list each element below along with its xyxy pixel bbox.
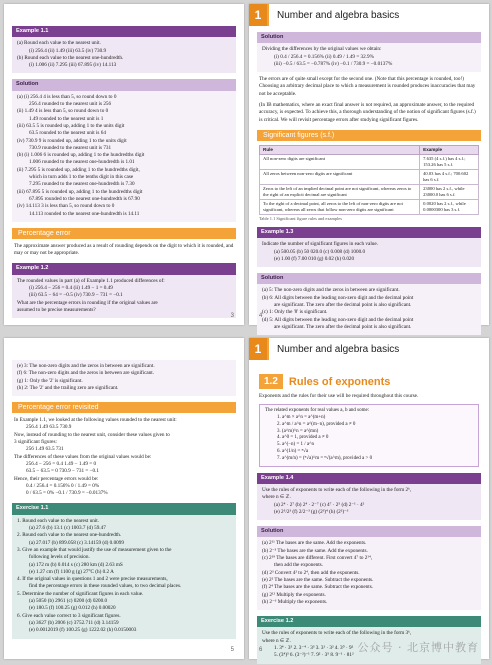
solution-line: (d) 2³ Convert 4² to 2⁴, then add the exponents. xyxy=(262,569,360,576)
solution-line: (f) 6: The non-zero digits and the zeros in between are significant. xyxy=(17,370,155,377)
example-line: assumed to be precise measurements? xyxy=(17,306,96,313)
example-1-3 xyxy=(257,227,481,267)
section-title: Percentage error revisited xyxy=(12,402,236,413)
solution-1-3 xyxy=(257,273,481,335)
exercise-line: 5. (3⁴)³ 6. (3⁻²)⁻¹ 7. 9² · 3⁵ 8. 9⁻¹ · 81² xyxy=(274,652,354,659)
exercise-line: find the percentage errors in these rounded values, to two decimal places. xyxy=(29,583,182,590)
section-number: 1.2 xyxy=(259,374,283,389)
section-title: Rules of exponents xyxy=(288,375,391,388)
example-line: (e) 2⁵/2³ (f) 2/2⁻³ (g) (2³)⁴ (h) (2²)⁻³ xyxy=(274,508,349,515)
chapter-header xyxy=(249,338,489,360)
exercise-line: where n ∈ ℤ. xyxy=(262,637,291,644)
page-number: 5 xyxy=(230,647,234,653)
table-cell: Zeros to the left of an implied decimal point are not significant, whereas zeros to the right of an explicit decimal are significant xyxy=(260,184,420,199)
solution-line: (e) 2² The bases are the same. Subtract the exponents. xyxy=(262,576,374,583)
section-heading xyxy=(259,374,479,389)
example-line: (a) 500.05 (b) 50 020.0 (c) 0.008 (d) 1000.0 xyxy=(274,248,366,255)
example-line: Use the rules of exponents to write each of the following in the form 2ᵏ, xyxy=(262,486,412,493)
sig-fig-table xyxy=(259,145,479,215)
page-number: 4 xyxy=(259,313,263,319)
solution-line: (g) 2¹² Multiply the exponents. xyxy=(262,591,326,598)
solution-line: 67.895 rounded to the nearest one-hundredth is 67.90 xyxy=(29,195,140,202)
solution-title: Solution xyxy=(257,32,481,43)
example-title: Example 1.3 xyxy=(257,227,481,238)
solution-line: Dividing the differences by the original values we obtain: xyxy=(262,46,382,53)
table-row xyxy=(260,184,479,199)
chapter-title: Number and algebra basics xyxy=(269,4,489,26)
rule-line: 3. (a^m)^n = a^(mn) xyxy=(277,428,319,434)
text-line: The differences of these values from the original values would be: xyxy=(14,453,152,460)
exercise-line: 2. Round each value to the nearest one-hundredth. xyxy=(17,532,122,539)
exercise-line: (a) 27.6 (b) 13.1 (c) 1003.7 (d) 59.47 xyxy=(29,525,106,532)
text-line: Hence, their percentage errors would be: xyxy=(14,475,99,482)
text-line: 63.5 − 63.5 = 0 730.9 − 731 = −0.1 xyxy=(26,468,99,475)
chapter-title: Number and algebra basics xyxy=(269,338,489,360)
solution-line: (iii) 67.895 5 is rounded up, adding 1 to the hundredths digit xyxy=(17,188,143,195)
section-title: Percentage error xyxy=(12,228,236,239)
table-cell: 7.635 (4 s.f.) has 4 s.f.; 153.26 has 5 s.f. xyxy=(420,154,479,169)
solution-line: then add the exponents. xyxy=(274,562,323,569)
example-title: Example 1.4 xyxy=(257,473,481,484)
page-4 xyxy=(249,4,489,330)
text-line: 0.4 / 256.4 = 0.156% 0 / 1.49 = 0% xyxy=(26,482,100,489)
text-line: 256.4 1.49 63.5 730.9 xyxy=(26,424,72,431)
section-title: Significant figures (s.f.) xyxy=(257,130,481,141)
exercise-line: (e) 0.0012019 (f) 100.25 (g) 1222.02 (h) 0.0150003 xyxy=(29,627,137,634)
table-row xyxy=(260,169,479,184)
table-cell: All zeros between non-zero digits are significant xyxy=(260,169,420,184)
exercise-line: (a) 5050 (b) 2961 (c) 0200 (d) 0200.0 xyxy=(29,598,108,605)
table-cell: 40.03 has 4 s.f.; 700.602 has 6 s.f. xyxy=(420,169,479,184)
exercise-line: 4. If the original values in questions 1 and 2 were precise measurements, xyxy=(17,576,168,583)
solution-line: (g) 1: Only the '2' is significant. xyxy=(17,377,83,384)
solution-line: (iv) 14.113 3 is less than 5, so round down to 0 xyxy=(17,203,115,210)
solution-line: (c) 2¹⁹ The bases are different. First convert 4⁷ to 2¹⁴, xyxy=(262,555,373,562)
text-line: 0 / 63.5 = 0% −0.1 / 730.9 = −0.0137% xyxy=(26,490,108,497)
solution-line: (c) 1: Only the '8' is significant. xyxy=(262,309,328,316)
intro-text: Exponents and the rules for their use will be required throughout this course. xyxy=(259,393,419,399)
page-6 xyxy=(249,338,489,659)
exercise-line: (e) 180.5 (f) 100.25 (g) 0.012 (h) 0.00020 xyxy=(29,605,116,612)
exercise-line: (a) 172 m (b) 0.014 s (c) 280 km (d) 2.63 mS xyxy=(29,561,123,568)
exponent-rules-box xyxy=(259,404,479,466)
solution-line: 1.006 rounded to the nearest one-hundredth is 1.01 xyxy=(29,159,135,166)
solution-line: (iii) −0.5 / 63.5 = −0.787% (iv) −0.1 / 730.9 = −0.0137% xyxy=(274,60,393,67)
solution-1-1 xyxy=(12,79,236,221)
text-line: In Example 1.1, we looked at the following values rounded to the nearest unit: xyxy=(14,417,177,424)
example-title: Example 1.1 xyxy=(12,26,236,37)
solution-line: (a) 5: The non-zero digits and the zeros in between are significant. xyxy=(262,287,400,294)
solution-line: (ii) 1.49 4 is less than 5, so round down to 0 xyxy=(17,108,109,115)
table-caption: Table 1.1 Significant figure rules and examples xyxy=(259,215,342,221)
rule-line: 1. a^m × a^n = a^(m+n) xyxy=(277,415,326,421)
solution-continued xyxy=(12,360,236,396)
paragraph xyxy=(14,417,234,497)
solution-title: Solution xyxy=(257,273,481,284)
chapter-header xyxy=(249,4,489,26)
solution-line: are significant. The zero after the decimal point is also significant. xyxy=(274,302,412,309)
solution-line: (i) 0.4 / 256.4 = 0.156% (ii) 0.49 / 1.49 = 32.9% xyxy=(274,53,374,60)
exercise-line: following levels of precision. xyxy=(29,554,90,561)
paragraph: (In IB mathematics, where an exact final answer is not required, an approximate answer, to the required accuracy, is expected. To achieve this, a thorough understanding of the notion of significant figures (s.f.) is critical. We will revisit percentage errors after studying significant figures. xyxy=(259,102,476,123)
exercise-line: Use the rules of exponents to write each of the following in the form 3ᵏ, xyxy=(262,630,412,637)
rule-line: 6. a^(1/n) = ⁿ√a xyxy=(277,449,309,455)
solution-line: 256.4 rounded to the nearest unit is 256 xyxy=(29,101,112,108)
example-line: where n ∈ ℤ. xyxy=(262,494,291,501)
exercise-line: (a) 27.017 (b) 899.058 (c) 3.14159 (d) 0.0099 xyxy=(29,539,124,546)
text-line: 3 significant figures: xyxy=(14,439,57,446)
example-line: Indicate the number of significant figures in each value. xyxy=(262,241,378,248)
solution-line: 63.5 rounded to the nearest unit is 64 xyxy=(29,130,106,137)
solution-line: 1.49 rounded to the nearest unit is 1 xyxy=(29,115,104,122)
rule-line: 2. a^m / a^n = a^(m−n), provided a ≠ 0 xyxy=(277,421,356,427)
exercise-title: Exercise 1.2 xyxy=(257,616,481,627)
solution-line: which in turn adds 1 to the tenths digit in this case xyxy=(29,174,134,181)
example-1-2 xyxy=(12,263,236,318)
chapter-number: 1 xyxy=(249,4,267,26)
solution-line: (h) 2: The '2' and the trailing zero are significant. xyxy=(17,384,119,391)
exercise-line: 3. Give an example that would justify the use of measurement given to the xyxy=(17,546,172,553)
example-line: (e) 1.00 (f) 7.00 010 (g) 0.02 (h) 0.020 xyxy=(274,255,355,262)
table-cell: To the right of a decimal point, all zeros to the left of non-zero digits are not significant, whereas all zeros that follow non-zero digits are significant xyxy=(260,199,420,214)
table-cell: All non-zero digits are significant xyxy=(260,154,420,169)
solution-line: (a) (i) 256.4 4 is less than 5, so round down to 0 xyxy=(17,93,117,100)
solution-line: are significant. The zero after the decimal point is also significant. xyxy=(274,323,412,330)
solution-line: (ii) 7.295 5 is rounded up, adding 1 to the hundredths digit, xyxy=(17,166,140,173)
table-cell: 0.0020 has 2 s.f., while 0.0000300 has 3 s.f. xyxy=(420,199,479,214)
example-line: (i) 256.4 − 256 = 0.4 (ii) 1.49 − 1 = 0.49 xyxy=(29,285,113,292)
rule-line: The related exponents for real values a, b and some: xyxy=(265,408,370,414)
page-number: 3 xyxy=(230,313,234,319)
example-line: What are the percentage errors in rounding if the original values are xyxy=(17,299,158,306)
example-line: (b) Round each value to the nearest one-hundredth. xyxy=(17,54,124,61)
example-line: (iii) 63.5 − 64 = −0.5 (iv) 730.9 − 731 = −0.1 xyxy=(29,292,123,299)
page-5 xyxy=(4,338,244,659)
solution-line: (b) 2⁻³ The bases are the same. Add the exponents. xyxy=(262,547,368,554)
example-title: Example 1.2 xyxy=(12,263,236,274)
example-line: The rounded values in part (a) of Example 1.1 produced differences of: xyxy=(17,277,165,284)
solution-title: Solution xyxy=(12,79,236,90)
exercise-line: 5. Determine the number of significant figures in each value. xyxy=(17,590,144,597)
rule-line: 5. a^(−n) = 1 / a^n xyxy=(277,442,314,448)
example-line: (i) 1.006 (ii) 7.295 (iii) 67.895 (iv) 14.113 xyxy=(29,62,117,69)
table-row xyxy=(260,154,479,169)
solution-line: (b) (i) 1.006 6 is rounded up, adding 1 to the hundredths digit xyxy=(17,152,145,159)
solution-line: 7.295 rounded to the nearest one-hundredth is 7.30 xyxy=(29,181,135,188)
example-line: (a) Round each value to the nearest unit. xyxy=(17,40,101,47)
exercise-line: 6. Give each value correct to 3 significant figures. xyxy=(17,612,121,619)
solution-1-2 xyxy=(257,32,481,72)
paragraph: The errors are of quite small except for the second one. (Note that this percentage is rounded, too!) Choosing an arbitrary decimal place to which a measurement is rounded produces inaccuracies that may not be acceptable. xyxy=(259,76,476,97)
text-line: 256 1.49 63.5 731 xyxy=(26,446,64,453)
rule-line: 4. a^0 = 1, provided a ≠ 0 xyxy=(277,435,329,441)
text-line: 256.4 − 256 = 0.4 1.49 − 1.49 = 0 xyxy=(26,460,97,467)
exercise-line: 1. Round each value to the nearest unit. xyxy=(17,517,99,524)
solution-line: 730.9 rounded to the nearest unit is 731 xyxy=(29,144,112,151)
page-3 xyxy=(4,4,244,325)
table-row xyxy=(260,199,479,214)
exercise-line: 1. 3⁴ · 3⁵ 2. 3⁻⁴ · 3³ 3. 3¹ · 3² 4. 3⁰ · 9² xyxy=(274,645,354,652)
solution-line: (iv) 730.9 9 is rounded up, adding 1 to the units digit xyxy=(17,137,127,144)
solution-line: (h) 2⁻⁶ Multiply the exponents. xyxy=(262,598,328,605)
example-1-1 xyxy=(12,26,236,73)
solution-line: (b) 6: All digits between the leading non-zero digit and the decimal point xyxy=(262,294,414,301)
solution-line: (e) 3: The non-zero digits and the zeros in between are significant. xyxy=(17,363,155,369)
page-number: 6 xyxy=(259,647,263,653)
example-line: (i) 256.4 (ii) 1.49 (iii) 63.5 (iv) 730.9 xyxy=(29,47,107,54)
solution-line: (d) 5: All digits between the leading non-zero digit and the decimal point xyxy=(262,316,414,323)
paragraph: The approximate answer produced as a result of rounding depends on the digit to which it is rounded, and may or may not be appropriate. xyxy=(14,242,234,257)
solution-line: (f) 2⁴ The bases are the same. Subtract the exponents. xyxy=(262,584,374,591)
rule-line: 7. a^(m/n) = (ⁿ√a)^m = ⁿ√(a^m), provided a > 0 xyxy=(277,455,373,461)
exercise-1-1 xyxy=(12,503,236,638)
table-cell: 23000 has 2 s.f., while 23000.0 has 6 s.f. xyxy=(420,184,479,199)
solution-1-4 xyxy=(257,526,481,610)
solution-line: (a) 2¹¹ The bases are the same. Add the exponents. xyxy=(262,540,367,547)
watermark: 公众号 · 北京博中教育 xyxy=(357,641,479,654)
solution-line: 14.113 rounded to the nearest one-hundredth is 14.11 xyxy=(29,210,140,217)
exercise-line: (e) 1.27 cm (f) 1100 g (g) 27°C (h) 0.2 A xyxy=(29,568,114,575)
table-header: Rule xyxy=(260,145,420,154)
example-line: (a) 2⁴ · 2⁷ (b) 2⁴ · 2⁻⁷ (c) 4⁷ · 2⁵ (d) 2⁻¹ · 4² xyxy=(274,501,365,508)
chapter-number: 1 xyxy=(249,338,267,360)
solution-line: (iii) 63.5 5 is rounded up, adding 1 to the units digit xyxy=(17,122,125,129)
example-1-4 xyxy=(257,473,481,520)
exercise-title: Exercise 1.1 xyxy=(12,503,236,514)
solution-title: Solution xyxy=(257,526,481,537)
text-line: Now, instead of rounding to the nearest unit, consider these values given to xyxy=(14,431,170,438)
exercise-line: (a) 3627 (b) 2006 (c) 3752.711 (d) 3.14159 xyxy=(29,619,119,626)
table-header: Example xyxy=(420,145,479,154)
